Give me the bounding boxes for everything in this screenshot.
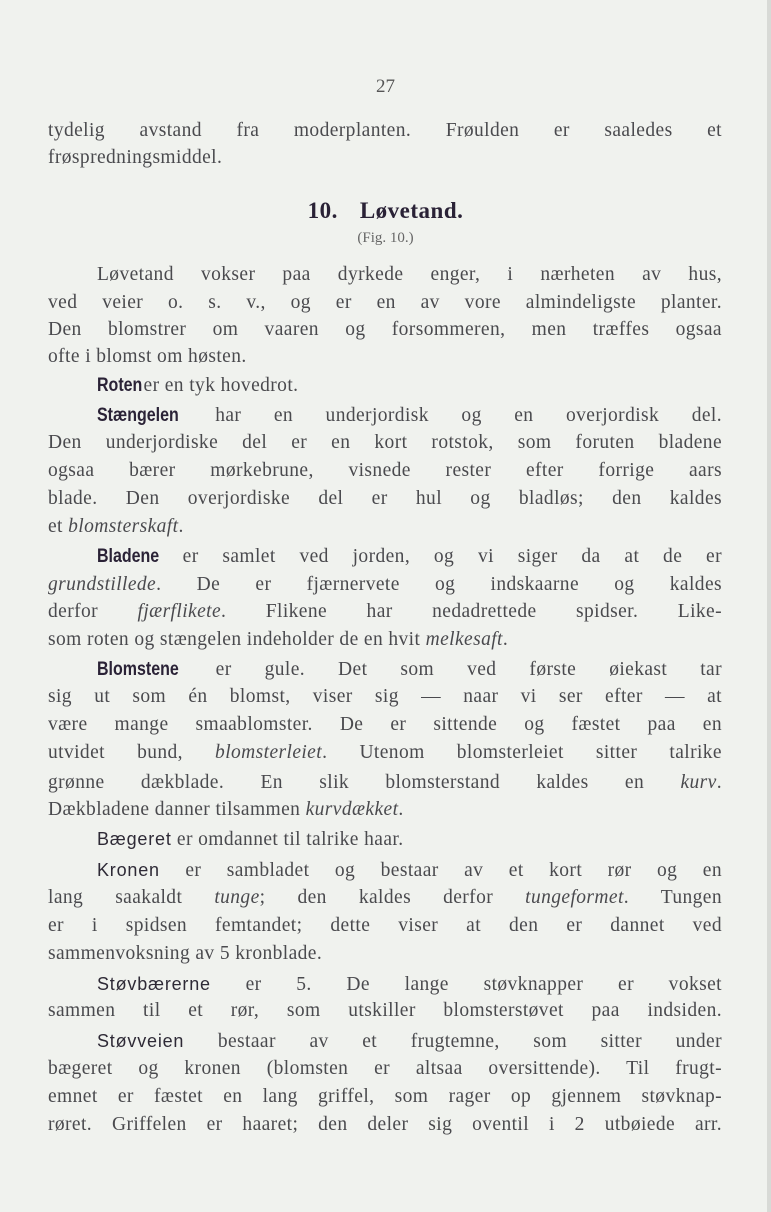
text-line (97, 263, 722, 287)
text-segment: ved veier o. s. v., og er en av vore almindeligste planter. (48, 292, 722, 313)
italic-term: melkesaft (425, 629, 503, 650)
text-segment: lang saakaldt (48, 887, 215, 908)
text-line (97, 972, 722, 997)
text-segment: derfor (48, 601, 138, 622)
text-line (97, 1029, 722, 1054)
text-segment: sig ut som én blomst, viser sig — naar vi ser efter — at (48, 686, 722, 707)
page-number: 27 (376, 76, 395, 97)
text-line (48, 999, 722, 1023)
text-line (48, 713, 722, 737)
text-segment: . (502, 629, 509, 650)
text-line (48, 798, 722, 822)
figure-reference: (Fig. 10.) (357, 230, 414, 246)
term-label: Bladene (97, 545, 160, 567)
italic-term: blomsterskaft (68, 516, 179, 537)
text-segment: Den underjordiske del er en kort rotstok, som foruten bladene (48, 432, 722, 453)
text-line (48, 914, 722, 938)
text-segment: er omdannet til talrike haar. (171, 829, 404, 850)
italic-term: fjærflikete (137, 601, 221, 622)
text-segment: . (716, 772, 722, 793)
text-line (48, 291, 722, 315)
text-line (97, 373, 722, 398)
text-line (48, 318, 722, 342)
text-segment: Dækbladene danner tilsammen (48, 799, 306, 820)
page-edge (767, 0, 771, 1212)
text-segment: er samlet ved jorden, og vi siger da at de er (158, 546, 722, 567)
text-segment: . Utenom blomsterleiet sitter talrike (322, 742, 722, 763)
text-segment: . (398, 799, 404, 820)
text-line (48, 741, 722, 765)
text-segment: . Tungen (623, 887, 723, 908)
term-label: Bægeret (97, 829, 172, 849)
italic-term: tunge (214, 887, 260, 908)
section-number: 10. (307, 198, 338, 223)
text-segment: røret. Griffelen er haaret; den deler sig oventil i 2 utbøiede arr. (48, 1114, 722, 1135)
text-line (48, 431, 722, 455)
text-line (48, 119, 722, 143)
text-line (48, 1113, 722, 1137)
text-segment: er i spidsen femtandet; dette viser at den er dannet ved (48, 915, 722, 936)
text-segment: blade. Den overjordiske del er hul og bladløs; den kaldes (48, 488, 722, 509)
text-line (97, 403, 722, 428)
text-segment: er 5. De lange støvknapper er vokset (210, 974, 722, 995)
text-line (97, 657, 722, 682)
text-segment: tydelig avstand fra moderplanten. Frøulden er saaledes et (48, 120, 722, 141)
term-label: Blomstene (97, 658, 179, 680)
italic-term: kurv (680, 772, 717, 793)
italic-term: blomsterleiet (215, 742, 323, 763)
text-segment: som roten og stængelen indeholder de en hvit (48, 629, 426, 650)
text-segment: har en underjordisk og en overjordisk del. (182, 405, 722, 426)
text-line (48, 886, 722, 910)
text-line (48, 345, 722, 369)
text-segment: være mange smaablomster. De er sittende og fæstet paa en (48, 714, 722, 735)
section-title: Løvetand. (359, 198, 464, 223)
text-line (48, 1057, 722, 1081)
text-line (97, 858, 722, 883)
term-label: Kronen (97, 860, 160, 880)
text-segment: frøspredningsmiddel. (48, 147, 223, 168)
italic-term: kurvdækket (305, 799, 399, 820)
text-segment: emnet er fæstet en lang griffel, som rager op gjennem støvknap- (48, 1086, 722, 1107)
text-segment: er en tyk hovedrot. (138, 375, 299, 396)
text-line (97, 544, 722, 569)
text-segment: Løvetand vokser paa dyrkede enger, i nærheten av hus, (97, 264, 722, 285)
italic-term: tungeformet (525, 887, 624, 908)
text-line (48, 771, 722, 795)
text-line (48, 628, 722, 652)
italic-term: grundstillede (48, 574, 157, 595)
text-segment: utvidet bund, (48, 742, 216, 763)
text-line (97, 827, 722, 852)
text-segment: . Flikene har nedadrettede spidser. Like- (221, 601, 722, 622)
text-line (48, 146, 722, 170)
text-segment: . De er fjærnervete og indskaarne og kaldes (156, 574, 722, 595)
term-label: Roten (97, 374, 143, 396)
text-segment: bestaar av et frugtemne, som sitter under (184, 1031, 722, 1052)
text-line (48, 459, 722, 483)
text-segment: bægeret og kronen (blomsten er altsaa oversittende). Til frugt- (48, 1058, 722, 1079)
text-line (48, 685, 722, 709)
text-segment: er gule. Det som ved første øiekast tar (182, 659, 722, 680)
text-line (48, 487, 722, 511)
text-line (48, 515, 722, 539)
term-label: Støvbærerne (97, 974, 211, 994)
text-segment: ofte i blomst om høsten. (48, 346, 247, 367)
text-line (48, 600, 722, 624)
text-segment: ogsaa bærer mørkebrune, visnede rester efter forrige aars (48, 460, 722, 481)
text-segment: sammenvoksning av 5 kronblade. (48, 943, 323, 964)
section-heading (0, 198, 771, 224)
text-line (48, 573, 722, 597)
text-line (48, 1085, 722, 1109)
text-segment: et (48, 516, 69, 537)
text-segment: ; den kaldes derfor (259, 887, 526, 908)
text-segment: er sambladet og bestaar av et kort rør og en (159, 860, 722, 881)
text-line (48, 942, 722, 966)
text-segment: Den blomstrer om vaaren og forsommeren, men træffes ogsaa (48, 319, 722, 340)
term-label: Støvveien (97, 1031, 185, 1051)
text-segment: grønne dækblade. En slik blomsterstand kaldes en (48, 772, 681, 793)
text-segment: . (178, 516, 184, 537)
term-label: Stængelen (97, 404, 179, 426)
text-segment: sammen til et rør, som utskiller blomsterstøvet paa indsiden. (48, 1000, 722, 1021)
